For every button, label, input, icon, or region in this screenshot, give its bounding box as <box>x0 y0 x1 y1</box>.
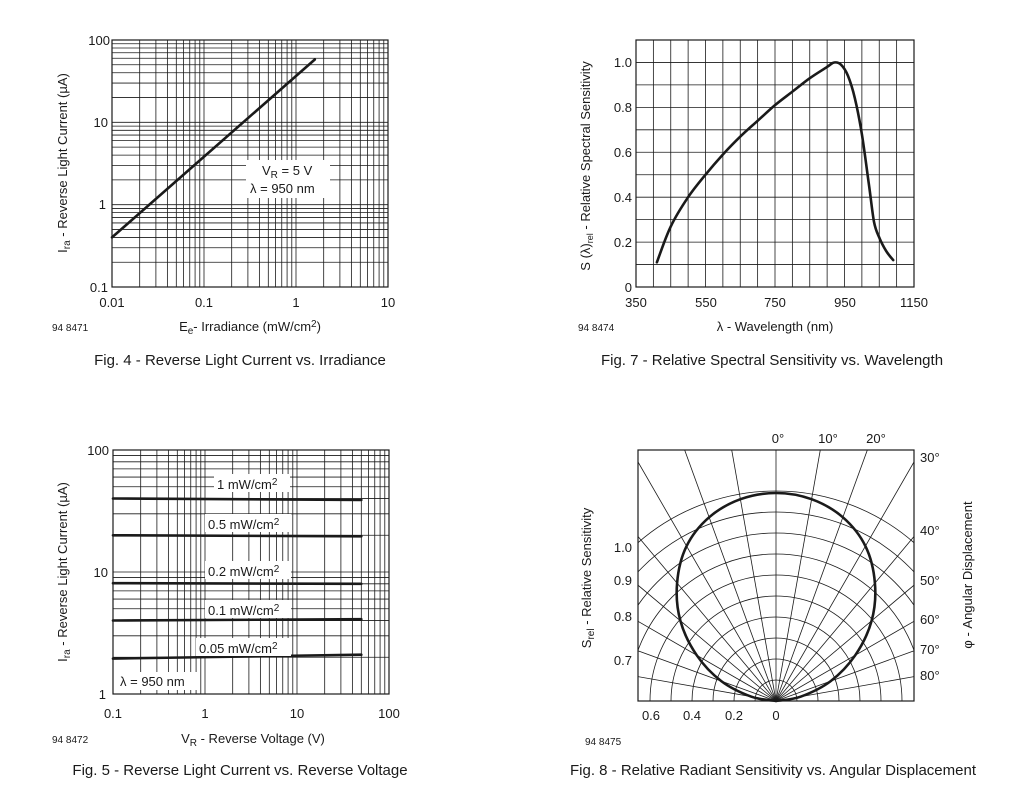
fig4-chart <box>52 33 395 369</box>
fig4-figure-id: 94 8471 <box>52 323 89 334</box>
fig8-angle-tick: 70° <box>920 642 940 657</box>
polar-ray <box>776 444 1014 701</box>
fig8-sensitivity-tick: 0.9 <box>613 573 632 588</box>
fig5-series-label: 0.5 $mW/cm^2$ <box>208 517 280 532</box>
fig5-x-axis-label: $V_R$ - Reverse Voltage (V) <box>181 731 325 749</box>
fig5-series-line <box>113 499 361 500</box>
fig8-radial-tick: 0.4 <box>682 708 702 723</box>
fig7-x-tick: 1150 <box>900 295 928 310</box>
polar-ray <box>776 395 1014 701</box>
fig4-annotation-vr: $V_R = 5$ V <box>262 163 313 181</box>
fig5-series-line <box>113 535 361 536</box>
fig5-x-tick: 10 <box>289 706 305 721</box>
fig5-x-tick: 100 <box>378 706 400 721</box>
fig4-y-tick: 1 <box>98 197 106 212</box>
fig8-radial-tick: 0.6 <box>641 708 661 723</box>
fig4-series-line <box>112 60 315 238</box>
fig5-series-label: 1 $mW/cm^2$ <box>217 477 278 492</box>
fig5-annotation-lambda: λ = 950 nm <box>120 674 185 689</box>
fig8-right-axis-label: φ - Angular Displacement <box>960 501 975 649</box>
fig5-x-tick: 1 <box>201 706 209 721</box>
fig5-chart <box>52 443 408 779</box>
fig4-x-tick: 1 <box>292 295 300 310</box>
fig8-caption: Fig. 8 - Relative Radiant Sensitivity vs. Angular Displacement <box>569 762 977 779</box>
fig7-y-tick: 0.4 <box>613 190 632 205</box>
fig8-angle-tick: 30° <box>920 450 940 465</box>
fig5-series-label: 0.1 $mW/cm^2$ <box>208 603 280 618</box>
fig8-radial-tick: 0.2 <box>724 708 744 723</box>
fig5-series-line <box>113 583 361 584</box>
fig4-x-tick: 10 <box>380 295 396 310</box>
fig4-caption: Fig. 4 - Reverse Light Current vs. Irradiance <box>94 352 386 369</box>
fig7-y-tick: 0.6 <box>613 145 632 160</box>
fig7-x-tick: 550 <box>695 295 717 310</box>
fig4-x-tick: 0.1 <box>194 295 214 310</box>
fig4-x-axis-label: $E_e-$ Irradiance $(mW/cm^2)$ <box>179 319 321 337</box>
fig7-chart <box>578 40 943 369</box>
polar-ray <box>576 355 776 701</box>
fig4-y-tick: 0.1 <box>89 280 108 295</box>
fig5-y-axis-label: $I_{ra}$ - Reverse Light Current (µA) <box>55 482 73 662</box>
fig7-y-tick: 0.8 <box>613 100 632 115</box>
polar-ray <box>519 395 776 701</box>
fig8-radial-tick: 0 <box>772 708 780 723</box>
fig4-x-tick: 0.01 <box>99 295 125 310</box>
fig8-y-axis-label: $S_{rel}$ - Relative Sensitivity <box>579 507 597 649</box>
fig7-caption: Fig. 7 - Relative Spectral Sensitivity vs. Wavelength <box>600 352 944 369</box>
fig7-grid <box>636 40 914 287</box>
fig5-series-line <box>113 619 361 620</box>
fig7-x-axis-label: λ - Wavelength (nm) <box>716 319 834 334</box>
fig8-angle-tick: 40° <box>920 523 940 538</box>
fig4-annotation-lambda: λ = 950 nm <box>250 181 315 196</box>
fig5-y-tick: 10 <box>93 565 108 580</box>
fig5-y-tick: 100 <box>87 443 109 458</box>
fig7-y-tick: 0 <box>624 280 632 295</box>
fig8-angle-tick: 80° <box>920 668 940 683</box>
fig8-chart <box>382 301 1014 779</box>
fig5-series-label: 0.2 $mW/cm^2$ <box>208 564 280 579</box>
fig7-y-tick: 0.2 <box>613 235 632 250</box>
fig7-x-tick: 950 <box>834 295 856 310</box>
fig7-x-tick: 750 <box>764 295 786 310</box>
fig5-series-label: 0.05 $mW/cm^2$ <box>199 641 278 656</box>
fig8-angle-tick: 10° <box>818 431 838 446</box>
fig7-y-axis-label: S $(\lambda)_{rel}$ - Relative Spectral Sensitivity <box>578 61 595 271</box>
fig7-y-tick: 1.0 <box>613 55 632 70</box>
fig7-x-tick: 350 <box>625 295 647 310</box>
fig7-figure-id: 94 8474 <box>578 323 615 334</box>
fig5-x-tick: 0.1 <box>103 706 123 721</box>
fig4-y-tick: 100 <box>88 33 110 48</box>
fig4-y-tick: 10 <box>93 115 108 130</box>
fig8-sensitivity-tick: 0.7 <box>613 653 632 668</box>
fig4-y-axis-label: $I_{ra}$ - Reverse Light Current (µA) <box>55 73 73 253</box>
fig8-sensitivity-tick: 0.8 <box>613 609 632 624</box>
fig8-angle-tick: 20° <box>866 431 886 446</box>
fig5-y-tick: 1 <box>98 687 106 702</box>
fig8-angle-tick: 50° <box>920 573 940 588</box>
fig5-figure-id: 94 8472 <box>52 735 89 746</box>
fig5-caption: Fig. 5 - Reverse Light Current vs. Reverse Voltage <box>72 762 408 779</box>
fig8-angle-tick: 0° <box>771 431 785 446</box>
polar-ray <box>776 355 976 701</box>
fig8-angle-tick: 60° <box>920 612 940 627</box>
polar-ray <box>776 632 1014 702</box>
polar-ray <box>430 501 776 701</box>
fig8-figure-id: 94 8475 <box>585 737 622 748</box>
fig8-sensitivity-tick: 1.0 <box>613 540 632 555</box>
